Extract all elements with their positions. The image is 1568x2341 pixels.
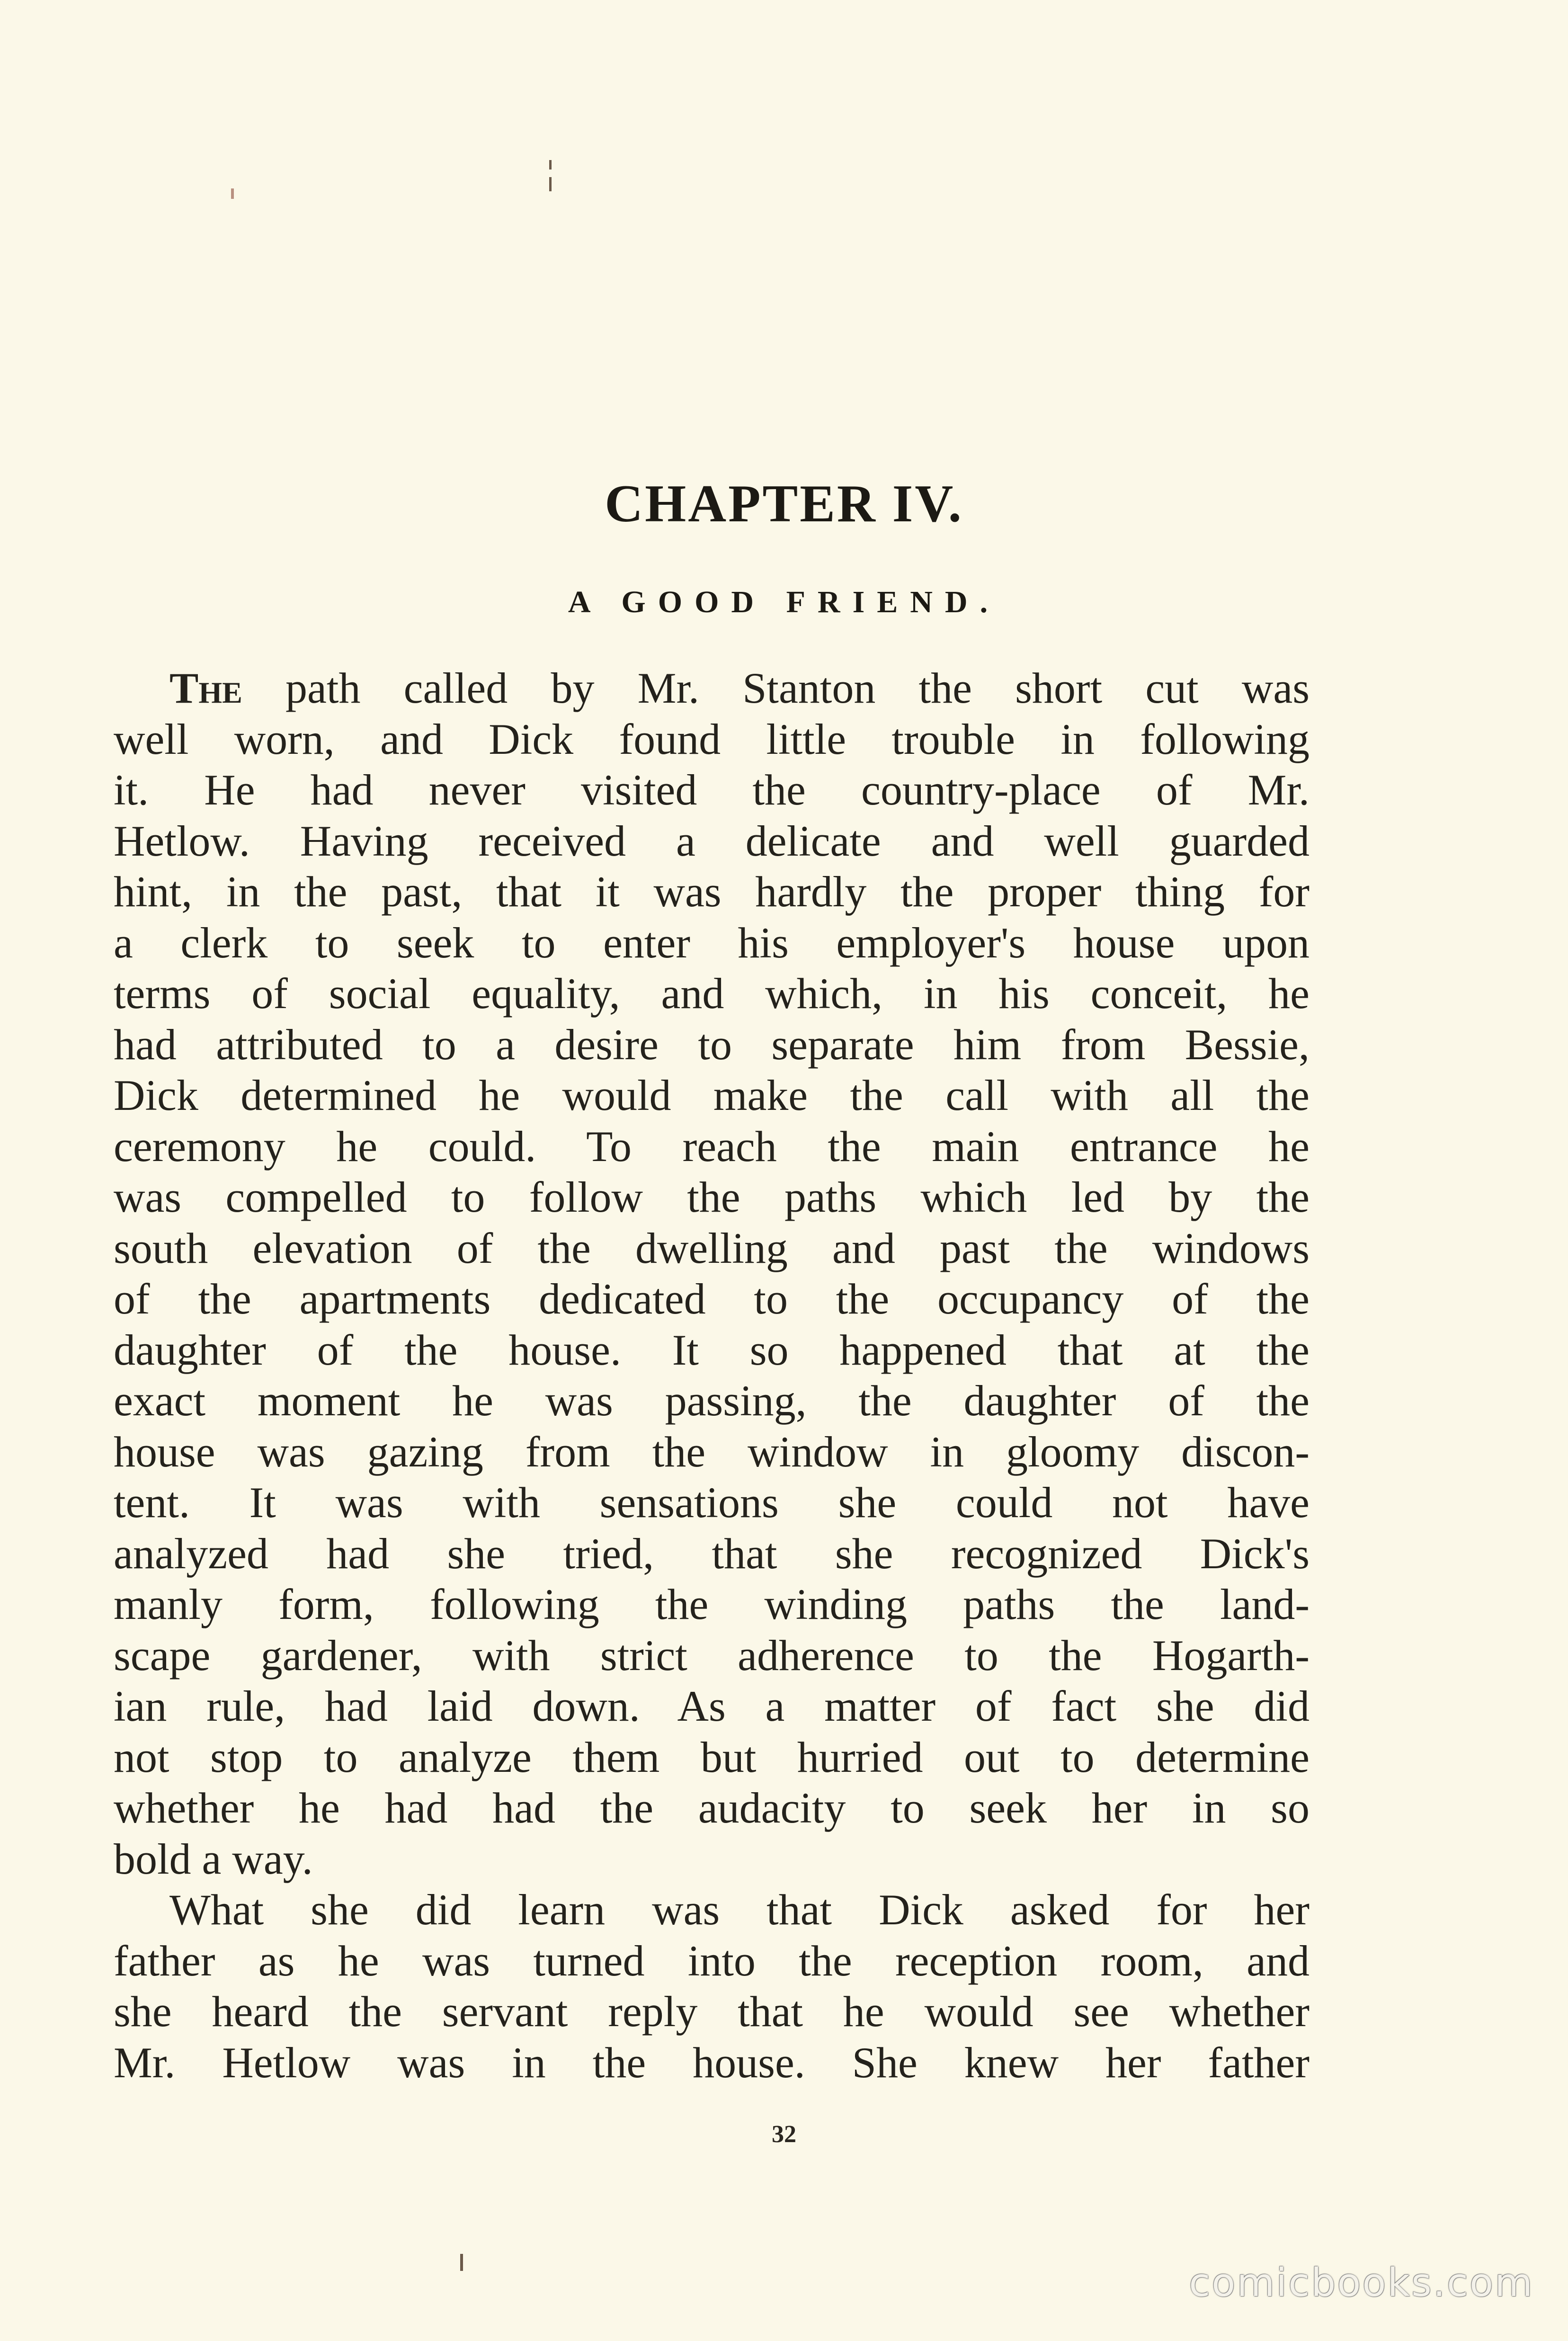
text-line-content: path called by Mr. Stanton the short cut was [285,664,1310,712]
text-line: whether he had had the audacity to seek her in so [114,1784,1310,1832]
text-line: well worn, and Dick found little trouble in following [114,715,1310,763]
text-line: daughter of the house. It so happened that at the [114,1325,1310,1374]
text-line: ian rule, had laid down. As a matter of fact she did [114,1682,1310,1730]
text-line: hint, in the past, that it was hardly the proper thing for [114,867,1310,916]
text-line: not stop to analyze them but hurried out to determine [114,1733,1310,1781]
first-word: The [169,664,242,712]
text-line: tent. It was with sensations she could not have [114,1478,1310,1527]
body-text [114,663,1310,2088]
text-line: had attributed to a desire to separate him from Bessie, [114,1020,1310,1069]
text-line: bold a way. [114,1834,313,1883]
text-line: terms of social equality, and which, in his conceit, he [114,969,1310,1018]
text-line: Hetlow. Having received a delicate and well guarded [114,816,1310,865]
text-line: scape gardener, with strict adherence to the Hogarth- [114,1631,1310,1680]
text-line: south elevation of the dwelling and past the windows [114,1224,1310,1272]
text-line: of the apartments dedicated to the occupancy of the [114,1275,1310,1323]
text-line: a clerk to seek to enter his employer's house upon [114,918,1310,967]
text-line: What she did learn was that Dick asked for her [169,1885,1310,1934]
text-line: analyzed had she tried, that she recognized Dick's [114,1529,1310,1578]
ink-speck [460,2254,463,2271]
text-line: father as he was turned into the reception room, and [114,1936,1310,1985]
watermark: comicbooks.com [1189,2261,1534,2305]
ink-speck [549,177,552,191]
chapter-subtitle: A GOOD FRIEND. [568,585,1000,619]
chapter-title: CHAPTER IV. [605,474,963,533]
text-line: she heard the servant reply that he would see whether [114,1987,1310,2036]
text-line: Mr. Hetlow was in the house. She knew her father [114,2038,1310,2087]
ink-speck [231,188,234,199]
text-line: exact moment he was passing, the daughter of the [114,1376,1310,1425]
text-line: was compelled to follow the paths which led by the [114,1173,1310,1221]
page-number: 32 [772,2121,796,2148]
text-line: manly form, following the winding paths the land- [114,1580,1310,1628]
text-line: it. He had never visited the country-place of Mr. [114,766,1310,814]
text-line: house was gazing from the window in gloomy discon- [114,1427,1310,1476]
text-line: ceremony he could. To reach the main entrance he [114,1122,1310,1170]
text-line [114,663,1310,714]
text-line: Dick determined he would make the call with all the [114,1071,1310,1119]
ink-speck [549,160,552,170]
